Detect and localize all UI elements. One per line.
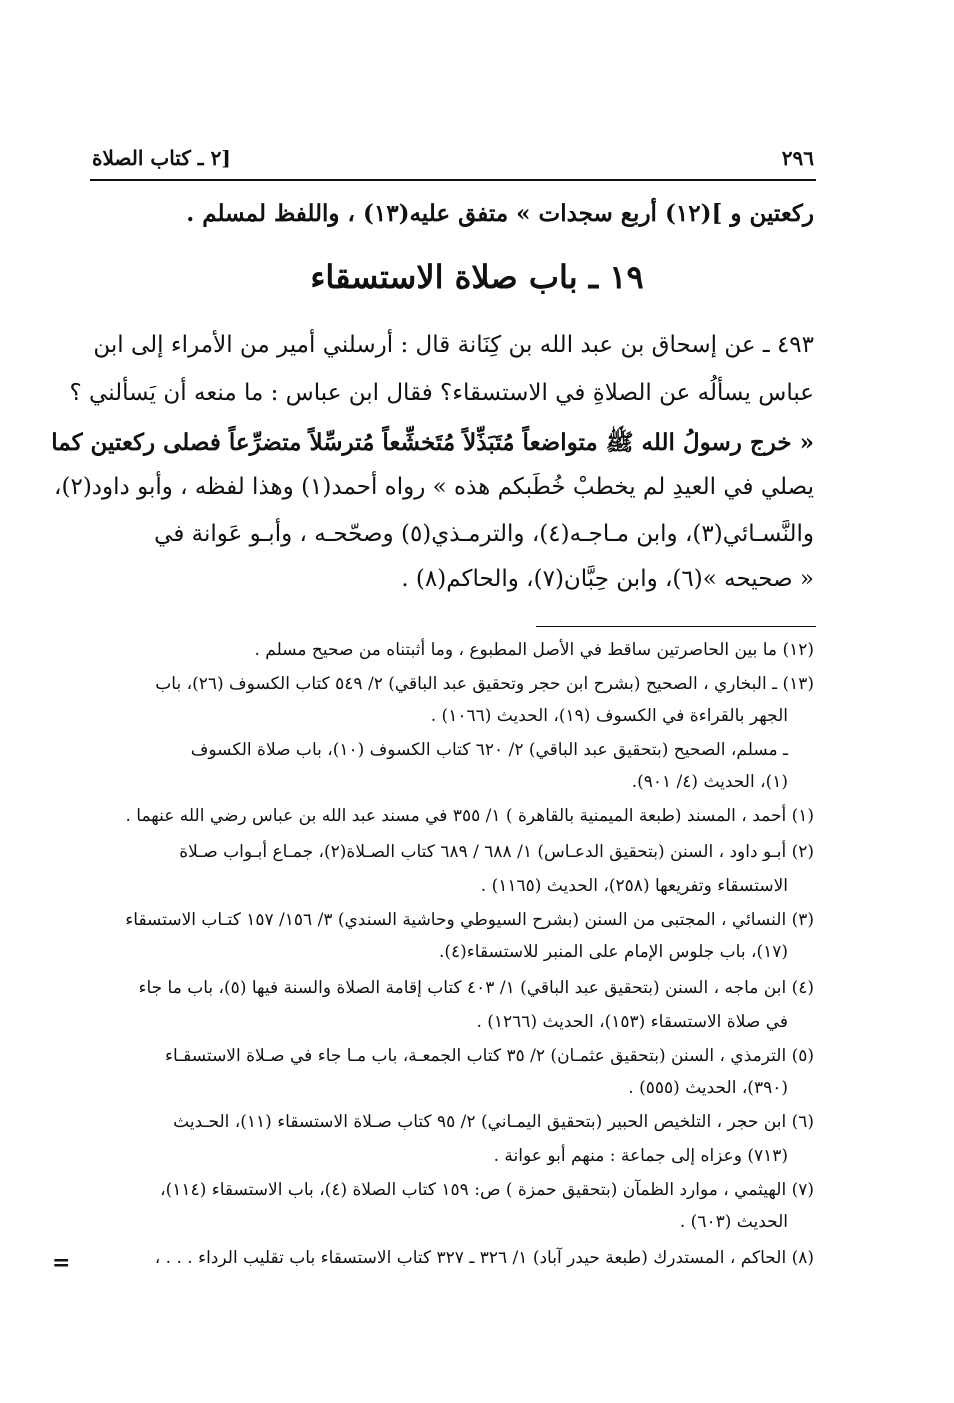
footnote-line: (١٢) ما بين الحاصرتين ساقط في الأصل المطبوع ، وما أثبتناه من صحيح مسلم . bbox=[254, 640, 814, 660]
hadith-line: « خرج رسولُ الله ﷺ متواضعاً مُتَبَذِّلاً مُتَخشِّعاً مُترسِّلاً متضرِّعاً فصلى ركعتين كما bbox=[51, 429, 814, 456]
footnote-line: (٦) ابن حجر ، التلخيص الحبير (بتحقيق اليمـاني) ٢/ ٩٥ كتاب صـلاة الاستسقاء (١١)، الحـديث bbox=[173, 1112, 814, 1132]
footnote-line: (٨) الحاكم ، المستدرك (طبعة حيدر آباد) ١/ ٣٢٦ ـ ٣٢٧ كتاب الاستسقاء باب تقليب الرداء . . . ، bbox=[154, 1248, 814, 1268]
footnote-line: (٧) الهيثمي ، موارد الظمآن (بتحقيق حمزة ) ص: ١٥٩ كتاب الصلاة (٤)، باب الاستسقاء (١١٤)، bbox=[160, 1180, 814, 1200]
hadith-line: يصلي في العيدِ لم يخطبْ خُطَبكم هذه » رواه أحمد(١) وهذا لفظه ، وأبو داود(٢)، bbox=[54, 474, 814, 500]
footnote-line: في صلاة الاستسقاء (١٥٣)، الحديث (١٢٦٦) . bbox=[476, 1012, 788, 1032]
footnote-line: (٢) أبـو داود ، السنن (بتحقيق الدعـاس) ١/ ٦٨٨ / ٦٨٩ كتاب الصـلاة(٢)، جمـاع أبـواب صـلاة bbox=[179, 842, 814, 862]
hadith-line: والنَّسـائي(٣)، وابن مـاجـه(٤)، والترمـذي(٥) وصحّحـه ، وأبـو عَوانة في bbox=[154, 521, 814, 547]
top-line: ركعتين و ](١٢) أربع سجدات » متفق عليه(١٣) ، واللفظ لمسلم . bbox=[186, 200, 814, 227]
footnote-line: (١٣) ـ البخاري ، الصحيح (بشرح ابن حجر وتحقيق عبد الباقي) ٢/ ٥٤٩ كتاب الكسوف (٢٦)، باب bbox=[155, 674, 814, 694]
footnote-line: الجهر بالقراءة في الكسوف (١٩)، الحديث (١٠٦٦) . bbox=[430, 706, 788, 726]
header-rule bbox=[90, 179, 816, 181]
hadith-line: ٤٩٣ ـ عن إسحاق بن عبد الله بن كِنَانة قال : أرسلني أمير من الأمراء إلى ابن bbox=[93, 332, 814, 358]
hadith-line: عباس يسألُه عن الصلاةِ في الاستسقاء؟ فقال ابن عباس : ما منعه أن يَسألني ؟ bbox=[69, 380, 814, 406]
footnote-line: الحديث (٦٠٣) . bbox=[679, 1212, 788, 1232]
footnote-line: (١)، الحديث (٤/ ٩٠١). bbox=[631, 772, 788, 792]
footnote-line: (٣) النسائي ، المجتبى من السنن (بشرح السيوطي وحاشية السندي) ٣/ ١٥٦/ ١٥٧ كتـاب الاستسقاء bbox=[125, 910, 814, 930]
continuation-mark: = bbox=[52, 1250, 71, 1276]
footnote-line: (٥) الترمذي ، السنن (بتحقيق عثمـان) ٢/ ٣٥ كتاب الجمعـة، باب مـا جاء في صـلاة الاستسقـاء bbox=[165, 1046, 814, 1066]
footnote-line: (١) أحمد ، المسند (طبعة الميمنية بالقاهرة ) ١/ ٣٥٥ في مسند عبد الله بن عباس رضي الله عنهما . bbox=[125, 806, 814, 826]
footnote-rule bbox=[536, 626, 816, 627]
footnote-line: (١٧)، باب جلوس الإمام على المنبر للاستسقاء(٤). bbox=[438, 942, 788, 962]
page-number: ٢٩٦ bbox=[781, 146, 814, 170]
hadith-line: « صحيحه »(٦)، وابن حِبَّان(٧)، والحاكم(٨) . bbox=[401, 566, 814, 592]
footnote-line: ـ مسلم، الصحيح (بتحقيق عبد الباقي) ٢/ ٦٢٠ كتاب الكسوف (١٠)، باب صلاة الكسوف bbox=[190, 740, 788, 760]
footnote-line: (٣٩٠)، الحديث (٥٥٥) . bbox=[628, 1078, 788, 1098]
running-section-title: [٢ ـ كتاب الصلاة bbox=[92, 146, 231, 170]
page-header bbox=[92, 138, 814, 178]
footnote-line: الاستسقاء وتفريعها (٢٥٨)، الحديث (١١٦٥) . bbox=[480, 876, 788, 896]
chapter-title: ١٩ ـ باب صلاة الاستسقاء bbox=[310, 258, 644, 296]
footnote-line: (٧١٣) وعزاه إلى جماعة : منهم أبو عوانة . bbox=[493, 1146, 788, 1166]
footnote-line: (٤) ابن ماجه ، السنن (بتحقيق عبد الباقي) ١/ ٤٠٣ كتاب إقامة الصلاة والسنة فيها (٥)، باب ما جاء bbox=[138, 978, 814, 998]
